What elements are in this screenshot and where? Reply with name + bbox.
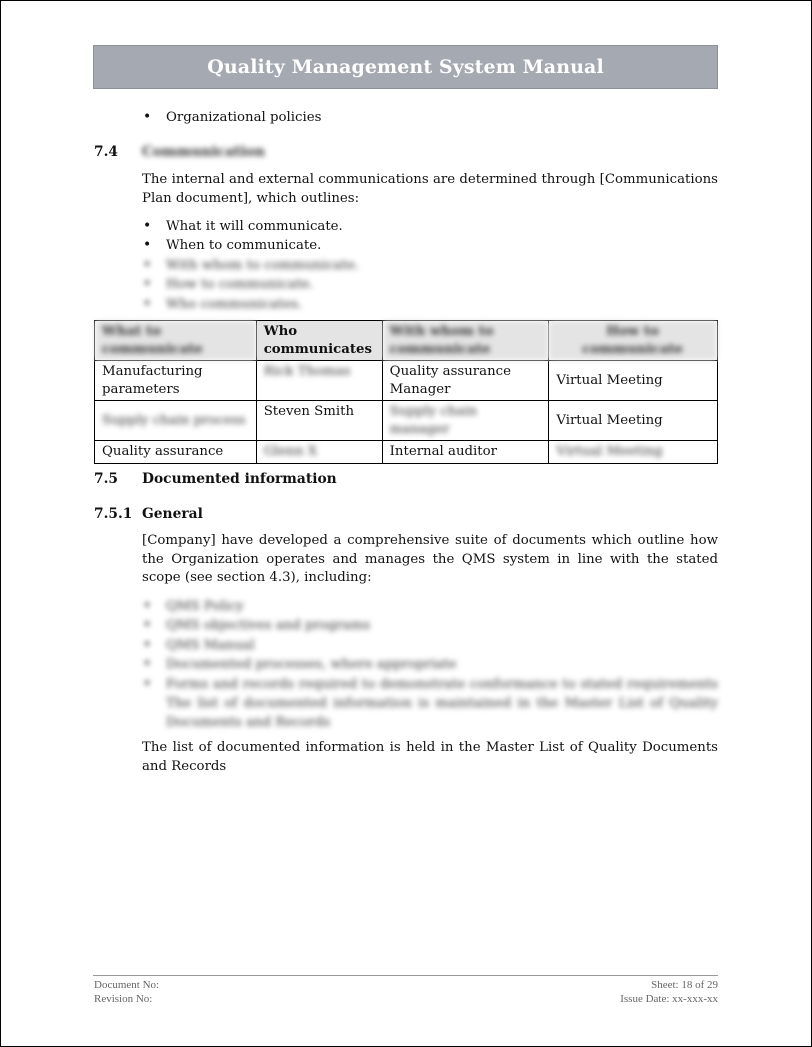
top-bullet-list xyxy=(143,108,321,127)
table-cell: Quality assurance xyxy=(95,441,257,464)
table-cell: Supply chain manager xyxy=(382,401,549,441)
section-7-5-1-title: General xyxy=(142,506,203,522)
list-item: • QMS Manual xyxy=(143,636,718,655)
table-cell: Virtual Meeting xyxy=(549,401,718,441)
section-7-5-number: 7.5 xyxy=(94,471,119,487)
documents-bullet-list xyxy=(143,597,718,733)
list-item: • QMS Policy xyxy=(143,597,718,616)
list-item: • Forms and records required to demonstrate conformance to stated requirements The list of documented information is maintained in the Master List of Quality Documents and Records xyxy=(143,675,718,733)
table-row xyxy=(95,441,718,464)
document-title: Quality Management System Manual xyxy=(207,56,604,78)
section-7-5-1-intro: [Company] have developed a comprehensive suite of documents which outline how the Organization operates and manages the QMS system in line with the stated scope (see section 4.3), including: xyxy=(142,533,718,585)
footer-document-no: Document No: xyxy=(94,979,160,991)
table-cell: Glenn X xyxy=(256,441,382,464)
list-item: • Who communicates. xyxy=(143,295,359,314)
list-item: • Documented processes, where appropriate xyxy=(143,655,718,674)
header-bar xyxy=(93,45,718,89)
table-header-row xyxy=(95,321,718,361)
list-item: • Organizational policies xyxy=(143,108,321,127)
table-header: Who communicates xyxy=(256,321,382,361)
section-7-4-title: Communication xyxy=(142,144,265,160)
section-7-5-1-closing: The list of documented information is held in the Master List of Quality Documents and Records xyxy=(142,740,718,774)
list-item: • How to communicate. xyxy=(143,275,359,294)
table-row xyxy=(95,401,718,441)
section-7-4-intro: The internal and external communications are determined through [Communications Plan document], which outlines: xyxy=(142,172,718,206)
table-cell: Rick Thomas xyxy=(256,361,382,401)
footer-sheet: Sheet: 18 of 29 xyxy=(651,979,718,991)
table-cell: Internal auditor xyxy=(382,441,549,464)
list-item: • With whom to communicate. xyxy=(143,256,359,275)
section-7-4-number: 7.4 xyxy=(94,144,119,160)
section-7-5-1-number: 7.5.1 xyxy=(94,506,133,522)
table-cell: Steven Smith xyxy=(256,401,382,441)
footer-issue-date: Issue Date: xx-xxx-xx xyxy=(620,993,718,1005)
list-item: • What it will communicate. xyxy=(143,217,359,236)
table-cell: Quality assurance Manager xyxy=(382,361,549,401)
table-header: How to communicate xyxy=(549,321,718,361)
table-cell: Supply chain process xyxy=(95,401,257,441)
footer-divider xyxy=(93,975,718,976)
table-header: With whom to communicate xyxy=(382,321,549,361)
communication-table xyxy=(94,320,718,464)
list-item: • When to communicate. xyxy=(143,236,359,255)
table-cell: Manufacturing parameters xyxy=(95,361,257,401)
communication-bullet-list xyxy=(143,217,359,314)
table-cell: Virtual Meeting xyxy=(549,441,718,464)
section-7-5-title: Documented information xyxy=(142,471,337,487)
table-cell: Virtual Meeting xyxy=(549,361,718,401)
table-header: What to communicate xyxy=(95,321,257,361)
footer-revision-no: Revision No: xyxy=(94,993,153,1005)
table-row xyxy=(95,361,718,401)
list-item: • QMS objectives and programs xyxy=(143,616,718,635)
